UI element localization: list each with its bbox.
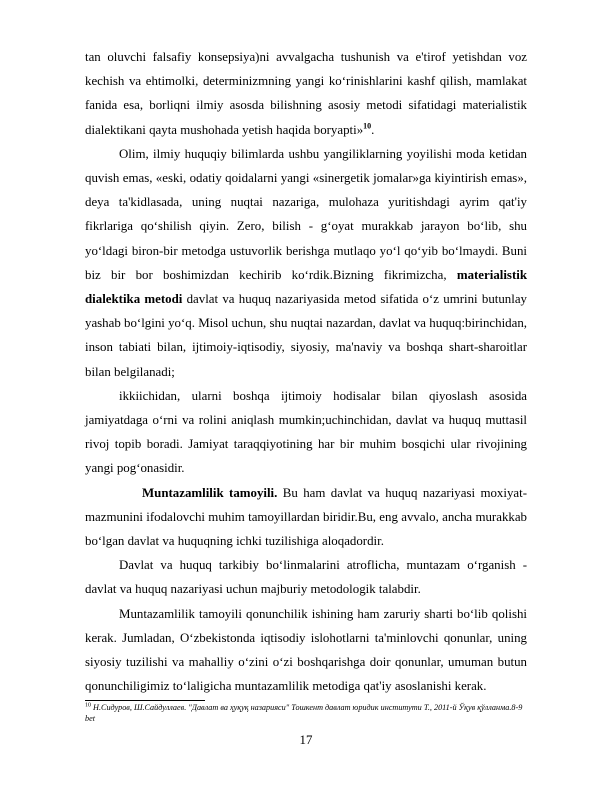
paragraph-4: [85, 481, 527, 554]
footnote: [85, 702, 527, 724]
footnote-divider: [85, 700, 205, 701]
paragraph-2-text: Olim, ilmiy huquqiy bilimlarda ushbu yangiliklarning yoyilishi moda ketidan quvish emas, «eski, odatiy qoidalarni yangi «sinergetik jomalar»ga kiyintirish emas», deya ta'kidlasada, uning nuqtai nazariga, mulohaza yuritishdagi ayrim qat'iy fikrlariga qo‘shilish qiyin. Zero, bilish - g‘oyat murakkab jarayon bo‘lib, shu yo‘ldagi biron-bir metodga ustuvorlik berishga mutlaqo yo‘l qo‘yib bo‘lmaydi. Buni biz bir bor boshimizdan kechirib ko‘rdik.Bizning fikrimizcha,: [85, 146, 527, 282]
paragraph-3: [85, 384, 527, 481]
paragraph-2-rest: davlat va huquq nazariyasida metod sifatida o‘z umrini butunlay yashab bo‘lgini yo‘q. Misol uchun, shu nuqtai nazardan, davlat va huquq:birinchidan, inson tabiati bilan, ijtimoiy-iqtisodiy, siyosiy, ma'naviy va boshqa shart-sharoitlar bilan belgilanadi;: [85, 292, 527, 379]
footnote-reference[interactable]: 10: [363, 121, 372, 131]
paragraph-4-text: Bu ham davlat va huquq nazariyasi moxiyat-mazmunini ifodalovchi muhim tamoyillardan biridir.Bu, eng avvalo, ancha murakkab bo‘lgan davlat va huquqning ichki tuzilishiga aloqadordir.: [85, 485, 527, 549]
paragraph-1-text: tan oluvchi falsafiy konsepsiya)ni avvalgacha tushunish va e'tirof yetishdan voz kechish va ehtimolki, determinizmning yangi ko‘rinishlarini kashf qilish, mamlakat fanida esa, borliqni ilmiy asosda bilishning asosiy metodi sifatidagi materialistik dialektikani qayta mushohada yetish haqida boryapti»: [85, 50, 527, 137]
footnote-text: Н.Сидуров, Ш.Сайдуллаев. "Давлат ва ҳуқуқ назарияси" Тошкент давлат юридик институти Т., 2011-й Ўқув қўлланма.8-9 bet: [85, 703, 523, 724]
paragraph-2: [85, 142, 527, 384]
document-page: [85, 45, 527, 724]
paragraph-6-text: Muntazamlilik tamoyili qonunchilik ishining ham zaruriy sharti bo‘lib qolishi kerak. Jumladan, O‘zbekistonda iqtisodiy islohotlarni ta'minlovchi qonunlar, uning siyosiy tuzilishi va mahalliy o‘zini o‘zi boshqarishga doir qonunlar, umuman butun qonunchiligimiz to‘laligicha muntazamlilik metodiga qat'iy asoslanishi kerak.: [85, 606, 527, 694]
footnote-number: 10: [85, 702, 91, 709]
paragraph-2-bold-term: materialistik dialektika metodi: [85, 267, 527, 307]
paragraph-5-text: Davlat va huquq tarkibiy bo‘linmalarini atroflicha, muntazam o‘rganish - davlat va huquq nazariyasi uchun majburiy metodologik talabdir.: [85, 558, 527, 597]
paragraph-5: [85, 553, 527, 601]
paragraph-3-text: ikkiichidan, ularni boshqa ijtimoiy hodisalar bilan qiyoslash asosida jamiyatdaga o‘rni va rolini aniqlash mumkin;uchinchidan, davlat va huquq muttasil rivoj topib boradi. Jamiyat taraqqiyotining har bir muhim bosqichi ular rivojining yangi pog‘onasidir.: [85, 388, 527, 476]
paragraph-6: [85, 602, 527, 699]
paragraph-1-end: .: [371, 122, 375, 137]
paragraph-1: [85, 45, 527, 142]
section-heading-inline: Muntazamlilik tamoyili.: [142, 485, 278, 500]
page-number: 17: [299, 733, 313, 747]
